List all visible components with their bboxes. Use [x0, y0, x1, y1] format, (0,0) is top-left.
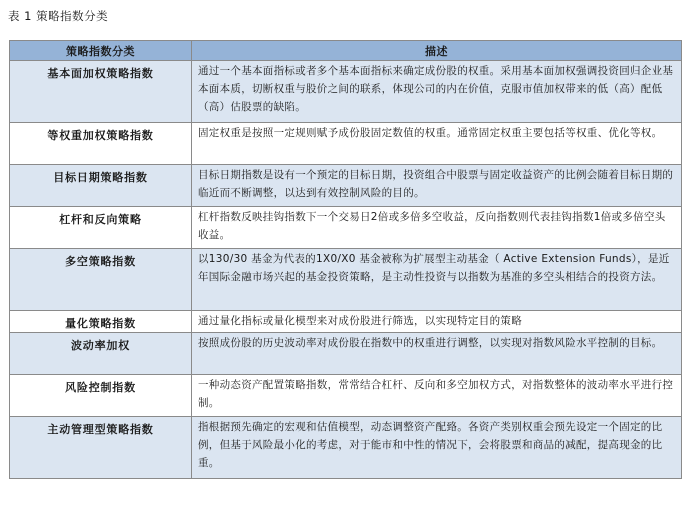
table-row [10, 61, 682, 123]
row-category: 多空策略指数 [10, 249, 192, 311]
row-category: 基本面加权策略指数 [10, 61, 192, 123]
table-header-row [10, 41, 682, 61]
table-row [10, 123, 682, 165]
row-description: 杠杆指数反映挂钩指数下一个交易日2倍或多倍多空收益，反向指数则代表挂钩指数1倍或多倍空头收益。 [192, 207, 682, 249]
table-caption: 表 1 策略指数分类 [8, 9, 109, 23]
row-category: 目标日期策略指数 [10, 165, 192, 207]
row-description: 目标日期指数是设有一个预定的目标日期，投资组合中股票与固定收益资产的比例会随着目标日期的临近而不断调整，以达到有效控制风险的目的。 [192, 165, 682, 207]
row-category: 等权重加权策略指数 [10, 123, 192, 165]
row-description: 以130/30 基金为代表的1X0/X0 基金被称为扩展型主动基金（ Active Extension Funds），是近年国际金融市场兴起的基金投资策略，是主动性投资与以指数为基准的多空头相结合的投资方法。 [192, 249, 682, 311]
table-row [10, 417, 682, 479]
strategy-index-table [9, 40, 682, 479]
table-row [10, 375, 682, 417]
table-row [10, 311, 682, 333]
row-category: 杠杆和反向策略 [10, 207, 192, 249]
row-category: 风险控制指数 [10, 375, 192, 417]
table-row [10, 333, 682, 375]
table-row [10, 165, 682, 207]
row-description: 一种动态资产配置策略指数，常常结合杠杆、反向和多空加权方式，对指数整体的波动率水平进行控制。 [192, 375, 682, 417]
row-category: 波动率加权 [10, 333, 192, 375]
row-category: 量化策略指数 [10, 311, 192, 333]
row-description: 通过量化指标或量化模型来对成份股进行筛选，以实现特定目的策略 [192, 311, 682, 333]
row-category: 主动管理型策略指数 [10, 417, 192, 479]
header-description: 描述 [192, 41, 682, 61]
row-description: 按照成份股的历史波动率对成份股在指数中的权重进行调整，以实现对指数风险水平控制的目标。 [192, 333, 682, 375]
table-row [10, 249, 682, 311]
row-description: 通过一个基本面指标或者多个基本面指标来确定成份股的权重。采用基本面加权强调投资回归企业基本面本质，切断权重与股价之间的联系，体现公司的内在价值，克服市值加权带来的低（高）配低（高）估股票的缺陷。 [192, 61, 682, 123]
header-category: 策略指数分类 [10, 41, 192, 61]
row-description: 指根据预先确定的宏观和估值模型，动态调整资产配臵。各资产类别权重会预先设定一个固定的比例，但基于风险最小化的考虑，对于能市和中性的情况下，会将股票和商品的减配，提高现金的比重。 [192, 417, 682, 479]
table-row [10, 207, 682, 249]
row-description: 固定权重是按照一定规则赋予成份股固定数值的权重。通常固定权重主要包括等权重、优化等权。 [192, 123, 682, 165]
